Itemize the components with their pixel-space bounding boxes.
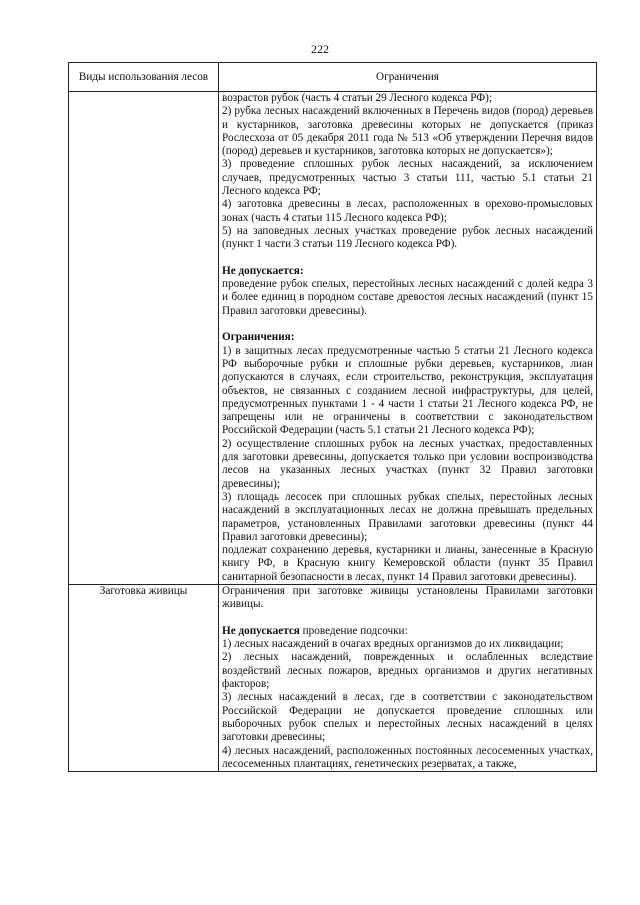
paragraph-text: 5) на заповедных лесных участках проведение рубок лесных насаждений (пункт 1 части 3 статьи 119 Лесного кодекса РФ).: [222, 224, 593, 251]
restriction-paragraph: [222, 585, 593, 612]
restriction-paragraph: [222, 491, 593, 544]
paragraph-text: проведение подсочки:: [299, 624, 408, 637]
restrictions-cell: [219, 92, 597, 585]
paragraph-text: 1) лесных насаждений в очагах вредных организмов до их ликвидации;: [222, 638, 564, 651]
paragraph-text: 3) проведение сплошных рубок лесных насаждений, за исключением случаев, предусмотренных частью 3 статьи 111, частью 5.1 статьи 21 Лесного кодекса РФ;: [222, 158, 593, 198]
paragraph-text: Ограничения при заготовке живицы установлены Правилами заготовки живицы.: [222, 584, 593, 611]
restriction-paragraph: [222, 691, 593, 744]
page-number: 222: [311, 42, 329, 56]
restriction-paragraph: [222, 265, 593, 278]
restriction-paragraph: [222, 225, 593, 252]
paragraph-text: 3) площадь лесосек при сплошных рубках спелых, перестойных лесных насаждений в эксплуатационных лесах не должна превышать предельных параметров, установленных Правилами заготовки древесины (пункт 44 Правил заготовки древесины);: [222, 490, 593, 543]
table-row: [69, 584, 597, 771]
restriction-paragraph: [222, 625, 593, 638]
restriction-paragraph: [222, 745, 593, 772]
paragraph-text: 2) осуществление сплошных рубок на лесных участках, предоставленных для заготовки древесины, допускается только при условии воспроизводства лесов на указанных лесных участках (пункт 32 Правил заготовки древесины);: [222, 437, 593, 490]
header-restrictions: Ограничения: [219, 63, 597, 92]
paragraph-text: проведение рубок спелых, перестойных лесных насаждений с долей кедра 3 и более единиц в породном составе древостоя лесных насаждений (пункт 15 Правил заготовки древесины).: [222, 278, 593, 317]
restriction-paragraph: [222, 278, 593, 318]
paragraph-text: возрастов рубок (часть 4 статьи 29 Лесного кодекса РФ);: [222, 92, 492, 104]
restrictions-cell: [219, 584, 597, 771]
paragraph-text: 1) в защитных лесах предусмотренные частью 5 статьи 21 Лесного кодекса РФ выборочные рубки и сплошные рубки деревьев, кустарников, лиан допускаются в случаях, если строительство, реконструкция, эксплуатация объектов, не связанных с созданием лесной инфраструктуры, для целей, предусмотренных пунктами 1 - 4 части 1 статьи 21 Лесного кодекса РФ, не запрещены или не ограничены в соответствии с законодательством Российской Федерации (часть 5.1 статьи 21 Лесного кодекса РФ);: [222, 344, 593, 437]
bold-heading: Ограничения:: [222, 331, 295, 344]
restriction-paragraph: [222, 331, 593, 344]
restriction-paragraph: [222, 438, 593, 491]
table-header-row: [69, 63, 597, 92]
bold-heading: Не допускается:: [222, 264, 304, 277]
table-row: [69, 92, 597, 585]
paragraph-text: 4) лесных насаждений, расположенных постоянных лесосеменных участках, лесосеменных плантациях, генетических резерватах, а также,: [222, 744, 593, 770]
paragraph-text: подлежат сохранению деревья, кустарники и лианы, занесенные в Красную книгу РФ, в Красную книгу Кемеровской области (пункт 35 Правил санитарной безопасности в лесах, пункт 14 Правил заготовки древесины).: [222, 544, 593, 583]
paragraph-text: 3) лесных насаждений в лесах, где в соответствии с законодательством Российской Федерации не допускается проведение сплошных или выборочных рубок спелых и перестойных лесных насаждений в целях заготовки древесины;: [222, 691, 593, 744]
restriction-paragraph: [222, 105, 593, 158]
restriction-paragraph: [222, 638, 593, 651]
restriction-paragraph: [222, 158, 593, 198]
forest-use-restrictions-table: [68, 62, 597, 772]
restriction-paragraph: [222, 544, 593, 584]
forest-use-type-cell: [69, 92, 219, 585]
paragraph-text: 2) рубка лесных насаждений включенных в Перечень видов (пород) деревьев и кустарников, заготовка древесины которых не допускается (приказ Рослесхоза от 05 декабря 2011 года № 513 «Об утверждении Перечня видов (пород) деревьев и кустарников, заготовка которых не допускается»);: [222, 105, 593, 158]
paragraph-text: 4) заготовка древесины в лесах, расположенных в орехово-промысловых зонах (часть 4 статьи 115 Лесного кодекса РФ);: [222, 198, 593, 224]
bold-heading: Не допускается: [222, 624, 300, 637]
paragraph-text: 2) лесных насаждений, поврежденных и ослабленных вследствие воздействий лесных пожаров, вредных организмов и других негативных факторов;: [222, 651, 593, 691]
restriction-paragraph: [222, 651, 593, 691]
restriction-paragraph: [222, 198, 593, 225]
forest-use-type-cell: Заготовка живицы: [69, 584, 219, 771]
restriction-paragraph: [222, 345, 593, 438]
header-forest-use-types: Виды использования лесов: [69, 63, 219, 92]
restriction-paragraph: [222, 92, 593, 105]
